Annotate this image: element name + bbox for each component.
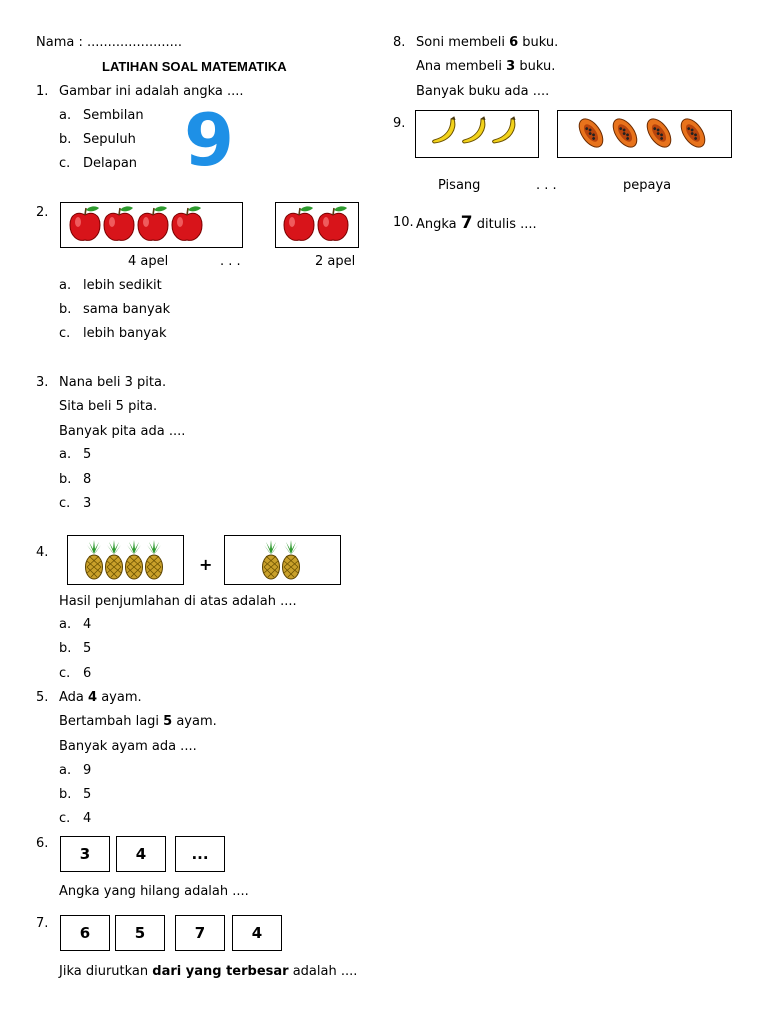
q9-left-label: Pisang (438, 178, 481, 193)
q5-line-3: Banyak ayam ada .... (59, 739, 197, 754)
q6-box-1: 3 (60, 836, 110, 872)
papaya-icon (574, 114, 608, 152)
papaya-icon (676, 114, 710, 152)
q4-option-b-letter: b. (59, 641, 72, 656)
q4-option-b: 5 (83, 641, 92, 656)
apple-icon (316, 205, 350, 243)
q7-text-bold: dari yang terbesar (152, 964, 289, 979)
q8-line-1-a: Soni membeli (416, 35, 510, 50)
q1-option-c: Delapan (83, 156, 138, 171)
q10-number: 10. (393, 215, 414, 230)
q8-line-2-a: Ana membeli (416, 59, 507, 74)
apple-icon (136, 205, 170, 243)
q5-line-2 (59, 714, 217, 730)
pineapple-group-right (261, 540, 301, 580)
q5-line-2-a: Bertambah lagi (59, 714, 164, 729)
pineapple-group-left (84, 540, 164, 580)
q6-number: 6. (36, 836, 49, 851)
q2-number: 2. (36, 205, 49, 220)
q2-option-c: lebih banyak (83, 326, 167, 341)
q5-option-b: 5 (83, 787, 92, 802)
q5-line-1-num: 4 (88, 690, 98, 705)
q7-text-c: adalah .... (288, 964, 358, 979)
q8-line-2-num: 3 (506, 59, 516, 74)
q5-option-a-letter: a. (59, 763, 72, 778)
pineapple-icon (281, 540, 301, 580)
q2-option-a: lebih sedikit (83, 278, 162, 293)
q5-line-1-c: ayam. (97, 690, 142, 705)
q7-box-1: 6 (60, 915, 110, 951)
q3-line-1: Nana beli 3 pita. (59, 375, 167, 390)
apple-icon (68, 205, 102, 243)
apple-group-left (68, 205, 204, 243)
q3-option-b-letter: b. (59, 472, 72, 487)
q7-box-2: 5 (115, 915, 165, 951)
q3-line-3: Banyak pita ada .... (59, 424, 186, 439)
q3-option-c: 3 (83, 496, 92, 511)
q4-text: Hasil penjumlahan di atas adalah .... (59, 594, 297, 609)
q2-right-label: 2 apel (315, 254, 356, 269)
q2-option-a-letter: a. (59, 278, 72, 293)
banana-icon (460, 116, 488, 146)
q5-option-b-letter: b. (59, 787, 72, 802)
banana-icon (430, 116, 458, 146)
q7-box-3: 7 (175, 915, 225, 951)
q3-line-2: Sita beli 5 pita. (59, 399, 158, 414)
q3-number: 3. (36, 375, 49, 390)
q9-right-label: pepaya (623, 178, 672, 193)
name-label: Nama : ....................... (36, 35, 183, 50)
q8-line-2-c: buku. (515, 59, 556, 74)
pineapple-icon (84, 540, 104, 580)
papaya-icon (642, 114, 676, 152)
q4-option-c: 6 (83, 666, 92, 681)
pineapple-icon (261, 540, 281, 580)
q1-option-b: Sepuluh (83, 132, 136, 147)
q10-text-a: Angka (416, 217, 461, 232)
q2-option-b: sama banyak (83, 302, 171, 317)
digit-nine: 9 (184, 98, 235, 182)
pineapple-icon (124, 540, 144, 580)
q8-line-1-num: 6 (509, 35, 519, 50)
q5-line-1-a: Ada (59, 690, 89, 705)
q1-option-a-letter: a. (59, 108, 72, 123)
q5-option-a: 9 (83, 763, 92, 778)
apple-group-right (282, 205, 350, 243)
q10-text (416, 215, 537, 233)
q5-line-1 (59, 690, 142, 706)
papaya-group (574, 114, 710, 152)
q8-line-1-c: buku. (518, 35, 559, 50)
plus-sign: + (199, 555, 213, 574)
q1-text: Gambar ini adalah angka .... (59, 84, 244, 99)
q8-line-1 (416, 35, 558, 51)
q8-line-2 (416, 59, 555, 75)
q8-line-3: Banyak buku ada .... (416, 84, 550, 99)
q8-number: 8. (393, 35, 406, 50)
q4-number: 4. (36, 545, 49, 560)
pineapple-icon (144, 540, 164, 580)
q7-number: 7. (36, 916, 49, 931)
q3-option-b: 8 (83, 472, 92, 487)
q3-option-a: 5 (83, 447, 92, 462)
q3-option-c-letter: c. (59, 496, 71, 511)
q10-digit-seven: 7 (460, 213, 473, 233)
papaya-icon (608, 114, 642, 152)
q5-option-c: 4 (83, 811, 92, 826)
q4-option-a: 4 (83, 617, 92, 632)
q7-box-4: 4 (232, 915, 282, 951)
pineapple-icon (104, 540, 124, 580)
q4-option-a-letter: a. (59, 617, 72, 632)
q7-text-a: Jika diurutkan (59, 964, 153, 979)
apple-icon (102, 205, 136, 243)
q6-text: Angka yang hilang adalah .... (59, 884, 249, 899)
apple-icon (170, 205, 204, 243)
worksheet-title: LATIHAN SOAL MATEMATIKA (102, 59, 287, 74)
q5-number: 5. (36, 690, 49, 705)
q9-dots: . . . (536, 178, 557, 193)
q5-option-c-letter: c. (59, 811, 71, 826)
q2-left-label: 4 apel (128, 254, 169, 269)
q2-option-b-letter: b. (59, 302, 72, 317)
q3-option-a-letter: a. (59, 447, 72, 462)
q2-dots: . . . (220, 254, 241, 269)
q5-line-2-c: ayam. (172, 714, 217, 729)
banana-group (430, 116, 520, 146)
q2-option-c-letter: c. (59, 326, 71, 341)
apple-icon (282, 205, 316, 243)
q1-number: 1. (36, 84, 49, 99)
banana-icon (490, 116, 518, 146)
q7-text (59, 964, 357, 980)
q5-line-2-num: 5 (163, 714, 173, 729)
q9-number: 9. (393, 116, 406, 131)
q4-option-c-letter: c. (59, 666, 71, 681)
q10-text-c: ditulis .... (472, 217, 537, 232)
q1-option-a: Sembilan (83, 108, 144, 123)
q1-option-b-letter: b. (59, 132, 72, 147)
q6-box-2: 4 (116, 836, 166, 872)
q1-option-c-letter: c. (59, 156, 71, 171)
q6-box-3: ... (175, 836, 225, 872)
